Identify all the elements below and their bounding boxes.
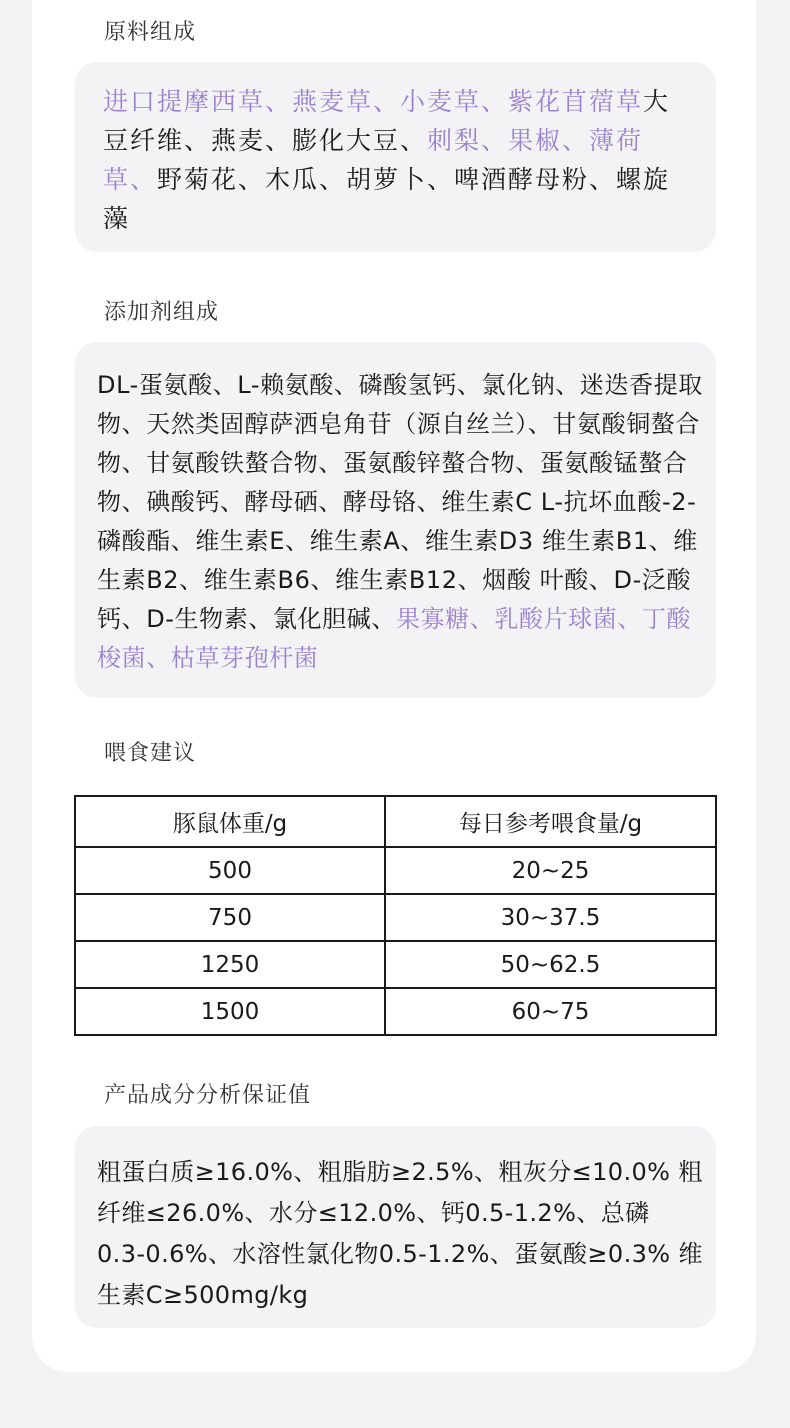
additives-normal: DL-蛋氨酸、L-赖氨酸、磷酸氢钙、氯化钠、迷迭香提取物、天然类固醇萨洒皂角苷（源自丝兰）、甘氨酸铜螯合物、甘氨酸铁螯合物、蛋氨酸锌螯合物、蛋氨酸锰螯合物、碘酸钙、酵母硒、酵母铬、维生素C L-抗坏血酸-2-磷酸酯、维生素E、维生素A、维生素D3 维生素B1、维生素B2、维生素B6、维生素B12、烟酸 叶酸、D-泛酸钙、D-生物素、氯化胆碱、 <box>97 371 703 633</box>
additives-title: 添加剂组成 <box>104 300 220 325</box>
additives-highlight: 果寡糖、乳酸片球菌、丁酸梭菌、枯草芽孢杆菌 <box>97 605 692 672</box>
ingredients-highlight-2: 刺梨、果椒、薄荷草、 <box>103 126 644 194</box>
header-weight: 豚鼠体重/g <box>75 796 385 847</box>
cell-amount: 50~62.5 <box>385 941 716 988</box>
ingredients-title: 原料组成 <box>104 20 197 45</box>
ingredients-highlight-1: 进口提摩西草、燕麦草、小麦草、紫花苜蓿草 <box>103 87 644 116</box>
additives-box <box>75 342 716 698</box>
analysis-text: 粗蛋白质≥16.0%、粗脂肪≥2.5%、粗灰分≤10.0% 粗纤维≤26.0%、水分≤12.0%、钙0.5-1.2%、总磷 0.3-0.6%、水溶性氯化物0.5-1.2%、蛋氨酸≥0.3% 维生素C≥500mg/kg <box>97 1158 703 1309</box>
feeding-table <box>74 795 717 1036</box>
ingredients-normal-2: 野菊花、木瓜、胡萝卜、啤酒酵母粉、螺旋藻 <box>103 165 671 233</box>
ingredients-box <box>75 62 716 252</box>
cell-amount: 60~75 <box>385 988 716 1035</box>
analysis-title: 产品成分分析保证值 <box>104 1083 312 1108</box>
cell-weight: 1250 <box>75 941 385 988</box>
cell-weight: 1500 <box>75 988 385 1035</box>
table-row <box>75 988 716 1035</box>
table-row <box>75 894 716 941</box>
ingredients-normal-1: 大豆纤维、燕麦、膨化大豆、 <box>103 87 671 155</box>
ingredients-text <box>103 82 696 238</box>
analysis-box <box>75 1126 716 1328</box>
table-row <box>75 941 716 988</box>
feeding-title: 喂食建议 <box>104 741 197 766</box>
cell-amount: 20~25 <box>385 847 716 894</box>
table-header-row <box>75 796 716 847</box>
additives-text <box>97 366 704 678</box>
cell-weight: 500 <box>75 847 385 894</box>
header-amount: 每日参考喂食量/g <box>385 796 716 847</box>
cell-weight: 750 <box>75 894 385 941</box>
table-row <box>75 847 716 894</box>
cell-amount: 30~37.5 <box>385 894 716 941</box>
